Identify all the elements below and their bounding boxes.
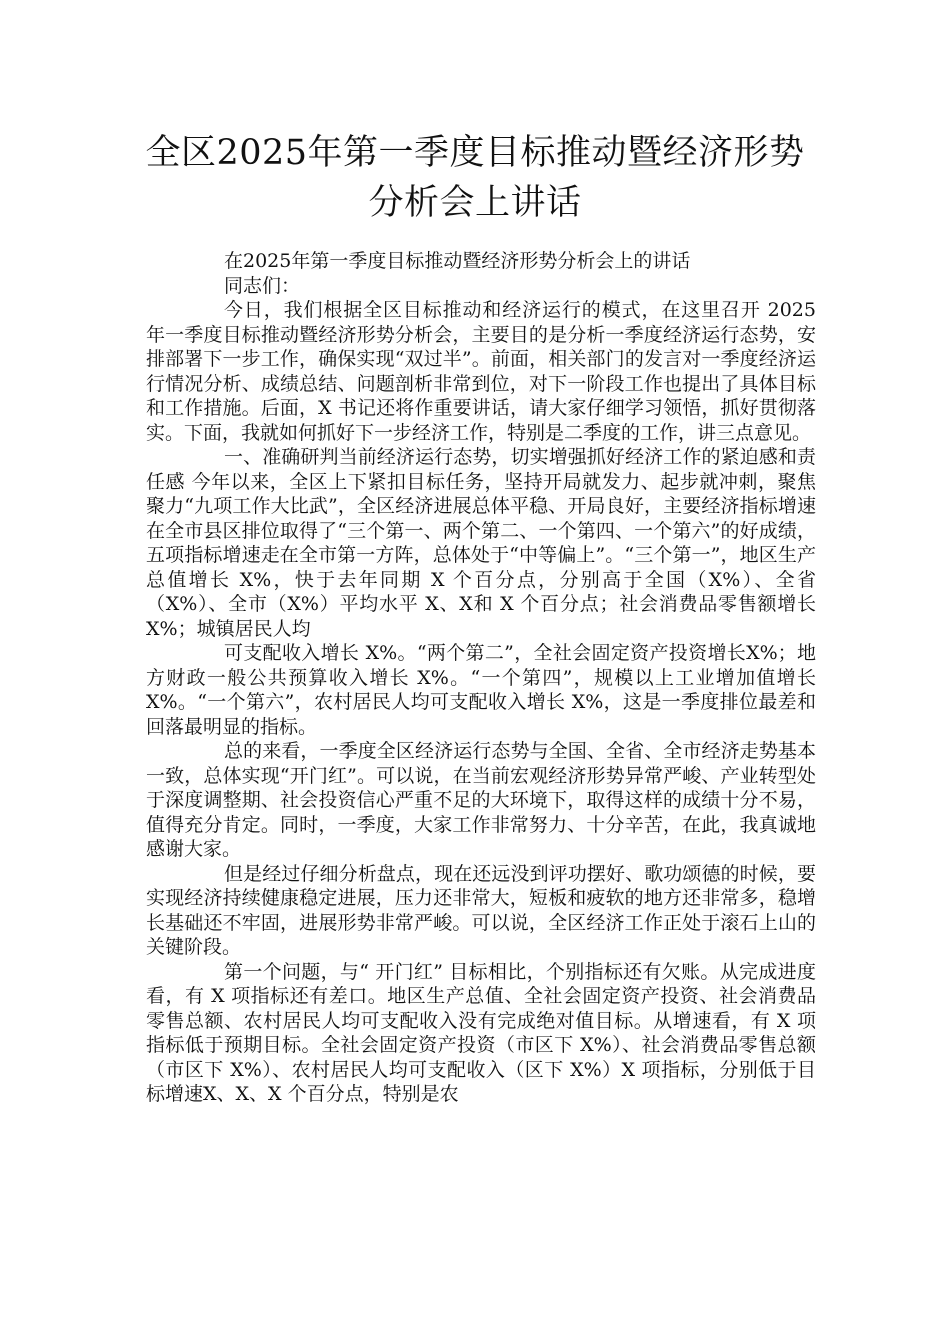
- paragraph-intro: 今日，我们根据全区目标推动和经济运行的模式，在这里召开 2025 年一季度目标推动暨经济形势分析会，主要目的是分析一季度经济运行态势，安排部署下一步工作，确保实现“双过半”。前面，相关部门的发言对一季度经济运行情况分析、成绩总结、问题剖析非常到位，对下一阶段工作也提出了具体目标和工作措施。后面，X 书记还将作重要讲话，请大家仔细学习领悟，抓好贯彻落实。下面，我就如何抓好下一步经济工作，特别是二季度的工作，讲三点意见。: [146, 299, 816, 444]
- paragraph-section-1-continued: 可支配收入增长 X%。“两个第二”，全社会固定资产投资增长X%；地方财政一般公共预算收入增长 X%。“一个第四”，规模以上工业增加值增长 X%。“一个第六”，农村居民人均可支配收入增长 X%，这是一季度排位最差和回落最明显的指标。: [146, 642, 816, 738]
- title-line-1: 全区2025年第一季度目标推动暨经济形势: [145, 133, 805, 173]
- paragraph-first-issue: 第一个问题，与“ 开门红” 目标相比，个别指标还有欠账。从完成进度看，有 X 项指标还有差口。地区生产总值、全社会固定资产投资、社会消费品零售总额、农村居民人均可支配收入没有完成绝对值目标。从增速看，有 X 项指标低于预期目标。全社会固定资产投资（市区下 X%）、社会消费品零售总额（市区下 X%）、农村居民人均可支配收入（区下 X%）X 项指标，分别低于目标增速X、X、X 个百分点，特别是农: [146, 960, 816, 1105]
- title-line-2: 分析会上讲话: [368, 183, 582, 223]
- paragraph-section-1: 一、准确研判当前经济运行态势，切实增强抓好经济工作的紧迫感和责任感 今年以来，全区上下紧扣目标任务，坚持开局就发力、起步就冲刺，聚焦聚力“九项工作大比武”，全区经济进展总体平稳、开局良好，主要经济指标增速在全市县区排位取得了“三个第一、两个第二、一个第四、一个第六”的好成绩，五项指标增速走在全市第一方阵，总体处于“中等偏上”。“三个第一”，地区生产总值增长 X%，快于去年同期 X 个百分点，分别高于全国（X%）、全省（X%）、全市（X%）平均水平 X、X和 X 个百分点；社会消费品零售额增长 X%；城镇居民人均: [146, 446, 816, 640]
- paragraph-summary: 总的来看，一季度全区经济运行态势与全国、全省、全市经济走势基本一致，总体实现“开门红”。可以说，在当前宏观经济形势异常严峻、产业转型处于深度调整期、社会投资信心严重不足的大环境下，取得这样的成绩十分不易，值得充分肯定。同时，一季度，大家工作非常努力、十分辛苦，在此，我真诚地感谢大家。: [146, 740, 816, 860]
- document-body: [146, 249, 816, 1107]
- document-title: [100, 128, 850, 228]
- salutation: 同志们：: [224, 274, 301, 297]
- speech-heading: 在2025年第一季度目标推动暨经济形势分析会上的讲话: [224, 250, 691, 272]
- paragraph-analysis: 但是经过仔细分析盘点，现在还远没到评功摆好、歌功颂德的时候，要实现经济持续健康稳定进展，压力还非常大，短板和疲软的地方还非常多，稳增长基础还不牢固，进展形势非常严峻。可以说，全区经济工作正处于滚石上山的关键阶段。: [146, 862, 816, 958]
